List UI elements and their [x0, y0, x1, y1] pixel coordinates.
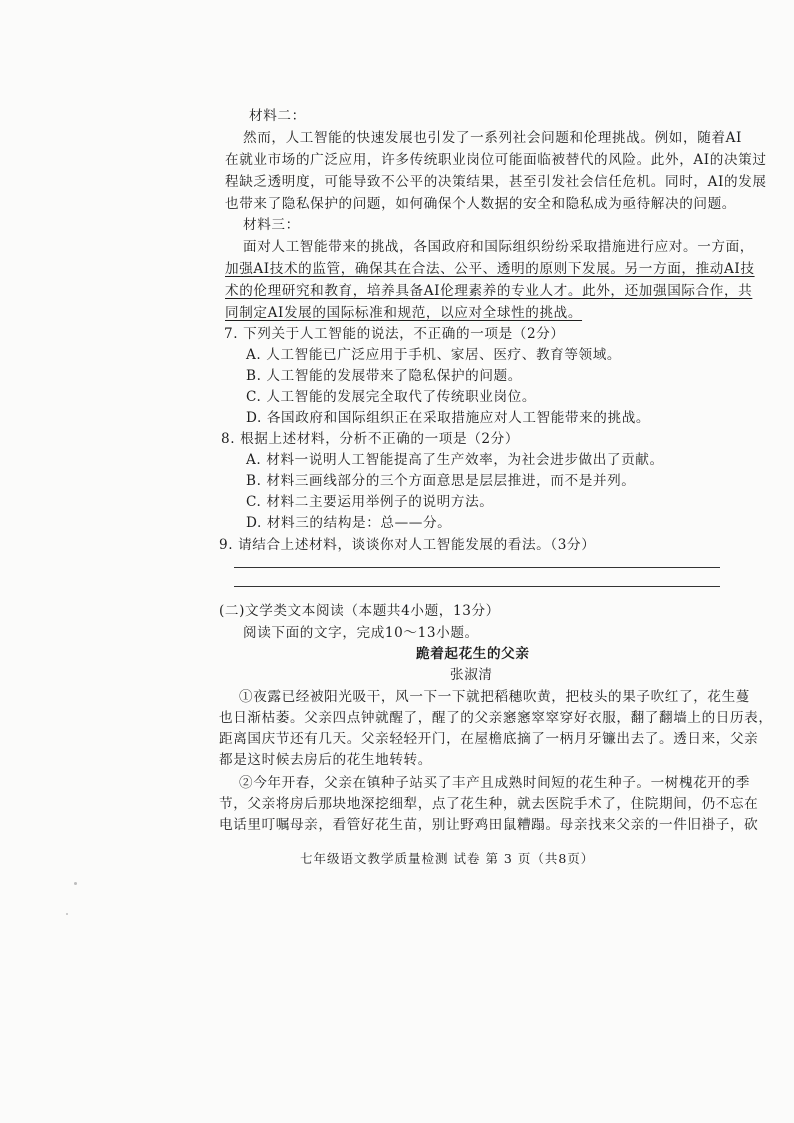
question-8-option-b: B. 材料三画线部分的三个方面意思是层层推进，而不是并列。: [246, 473, 636, 489]
material3-underlined-line: 加强AI技术的监管，确保其在合法、公平、透明的原则下发展。另一方面，推动AI技: [225, 261, 755, 277]
question-7-option-d: D. 各国政府和国际组织正在采取措施应对人工智能带来的挑战。: [246, 410, 651, 426]
article-paragraph-line: 都是这时候去房后的花生地转转。: [219, 752, 432, 768]
material2-line: 在就业市场的广泛应用，许多传统职业岗位可能面临被替代的风险。此外，AI的决策过: [225, 152, 767, 168]
question-8-stem: 8. 根据上述材料，分析不正确的一项是（2分）: [221, 431, 520, 447]
material2-line: 也带来了隐私保护的问题，如何确保个人数据的安全和隐私成为亟待解决的问题。: [225, 196, 736, 212]
section2-instruction: 阅读下面的文字，完成10～13小题。: [243, 625, 479, 641]
question-8-option-a: A. 材料一说明人工智能提高了生产效率，为社会进步做出了贡献。: [246, 452, 664, 468]
material3-underlined-line: 同制定AI发展的国际标准和规范，以应对全球性的挑战。: [225, 305, 583, 321]
material2-line: 然而，人工智能的快速发展也引发了一系列社会问题和伦理挑战。例如，随着AI: [243, 130, 742, 146]
page-footer: 七年级语文教学质量检测 试卷 第 3 页（共8页）: [300, 851, 595, 866]
article-title: 跪着起花生的父亲: [416, 646, 530, 662]
material2-line: 程缺乏透明度，可能导致不公平的决策结果，甚至引发社会信任危机。同时，AI的发展: [225, 174, 767, 190]
section2-heading: (二)文学类文本阅读（本题共4小题，13分）: [219, 603, 500, 619]
question-7-option-b: B. 人工智能的发展带来了隐私保护的问题。: [246, 368, 522, 384]
material2-heading: 材料二：: [249, 108, 306, 124]
question-8-option-d: D. 材料三的结构是：总——分。: [246, 515, 452, 531]
scan-speck: [66, 913, 68, 915]
question-7-option-a: A. 人工智能已广泛应用于手机、家居、医疗、教育等领域。: [246, 347, 622, 363]
answer-line: [234, 567, 720, 568]
article-paragraph-line: 距离国庆节还有几天。父亲轻轻开门，在屋檐底摘了一柄月牙镰出去了。透日来，父亲: [219, 731, 759, 747]
article-paragraph-line: 节，父亲将房后那块地深挖细犁，点了花生种，就去医院手术了，住院期间，仍不忘在: [219, 796, 759, 812]
question-7-option-c: C. 人工智能的发展完全取代了传统职业岗位。: [246, 389, 537, 405]
article-paragraph-line: 也日渐枯萎。父亲四点钟就醒了，醒了的父亲窸窸窣窣穿好衣服，翻了翻墙上的日历表，: [219, 710, 773, 726]
article-paragraph-line: ①夜露已经被阳光吸干，风一下一下就把稻穗吹黄，把枝头的果子吹红了，花生蔓: [239, 689, 750, 705]
material3-line: 面对人工智能带来的挑战，各国政府和国际组织纷纷采取措施进行应对。一方面，: [243, 239, 754, 255]
scan-speck: [74, 882, 77, 885]
question-8-option-c: C. 材料二主要运用举例子的说明方法。: [246, 494, 494, 510]
answer-line: [234, 586, 720, 587]
material3-heading: 材料三：: [243, 217, 300, 233]
question-9-stem: 9. 请结合上述材料，谈谈你对人工智能发展的看法。（3分）: [219, 537, 596, 553]
article-paragraph-line: ②今年开春，父亲在镇种子站买了丰产且成熟时间短的花生种子。一树槐花开的季: [239, 775, 750, 791]
material3-underlined-line: 术的伦理研究和教育，培养具备AI伦理素养的专业人才。此外，还加强国际合作，共: [225, 283, 753, 299]
article-paragraph-line: 电话里叮嘱母亲，看管好花生苗，别让野鸡田鼠糟蹋。母亲找来父亲的一件旧褂子，砍: [219, 817, 759, 833]
question-7-stem: 7. 下列关于人工智能的说法，不正确的一项是（2分）: [224, 326, 565, 342]
article-author: 张淑清: [450, 667, 493, 683]
